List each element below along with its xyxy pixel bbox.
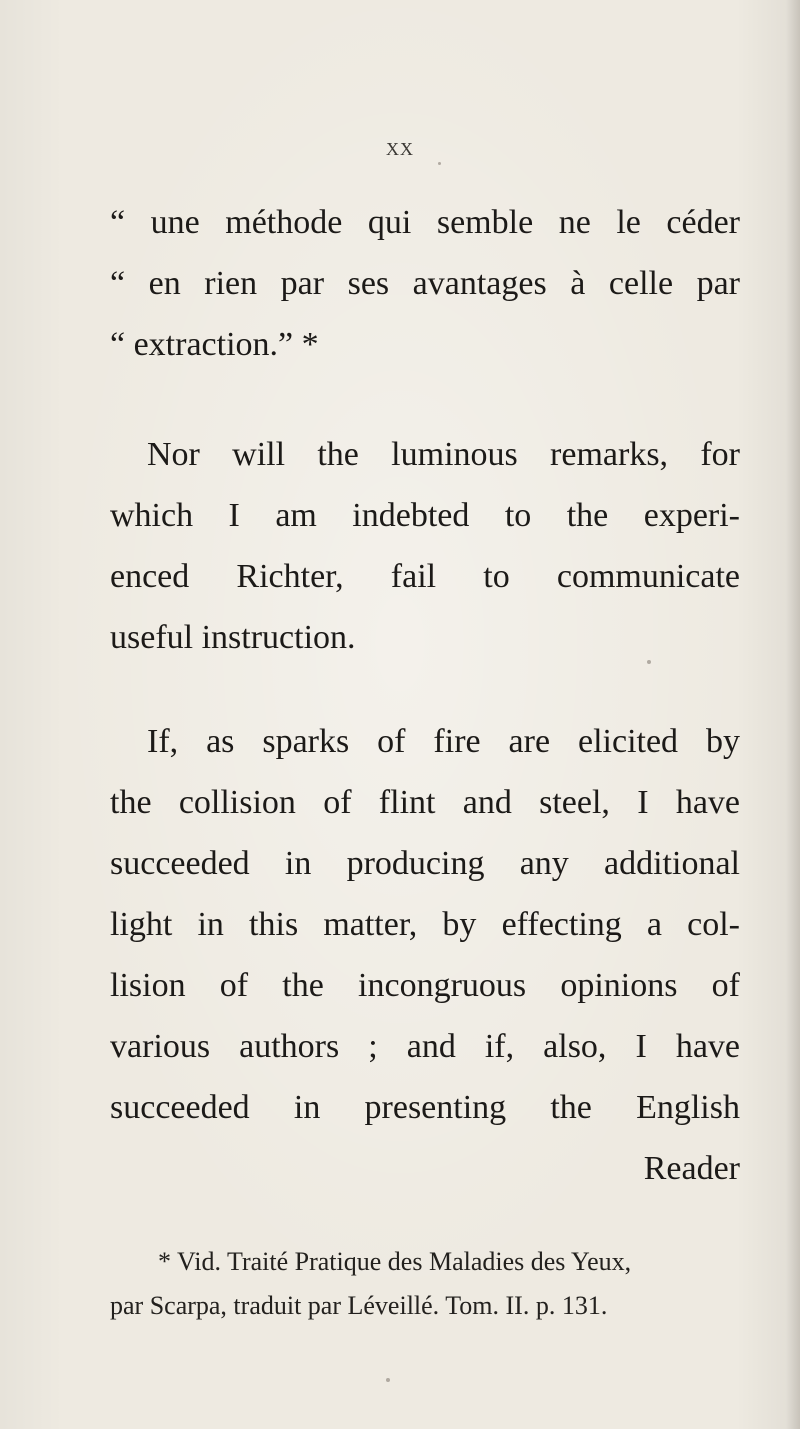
page-number: xx (386, 134, 414, 161)
paragraph-line: lision of the incongruous opinions of (110, 967, 740, 1004)
page-edge-shadow (786, 0, 800, 1429)
footnote-line: * Vid. Traité Pratique des Maladies des Yeux, (158, 1247, 632, 1276)
quote-line: “ extraction.” * (110, 326, 319, 363)
paragraph-line: enced Richter, fail to communicate (110, 558, 740, 595)
paragraph-line: various authors ; and if, also, I have (110, 1028, 740, 1065)
paper-speck (438, 162, 441, 165)
paper-speck (386, 1378, 390, 1382)
quote-line: “ une méthode qui semble ne le céder (110, 204, 740, 241)
paragraph-line: light in this matter, by effecting a col- (110, 906, 740, 943)
paragraph-line: which I am indebted to the experi- (110, 497, 740, 534)
paragraph-line: If, as sparks of fire are elicited by (147, 723, 740, 760)
quote-line: “ en rien par ses avantages à celle par (110, 265, 740, 302)
paragraph-line: succeeded in producing any additional (110, 845, 740, 882)
paragraph-line: useful instruction. (110, 619, 356, 656)
paragraph-line: succeeded in presenting the English (110, 1089, 740, 1126)
paper-speck (647, 660, 651, 664)
catchword: Reader (643, 1150, 740, 1187)
paragraph-line: Nor will the luminous remarks, for (147, 436, 740, 473)
footnote-line: par Scarpa, traduit par Léveillé. Tom. II. p. 131. (110, 1291, 608, 1320)
paragraph-line: the collision of flint and steel, I have (110, 784, 740, 821)
